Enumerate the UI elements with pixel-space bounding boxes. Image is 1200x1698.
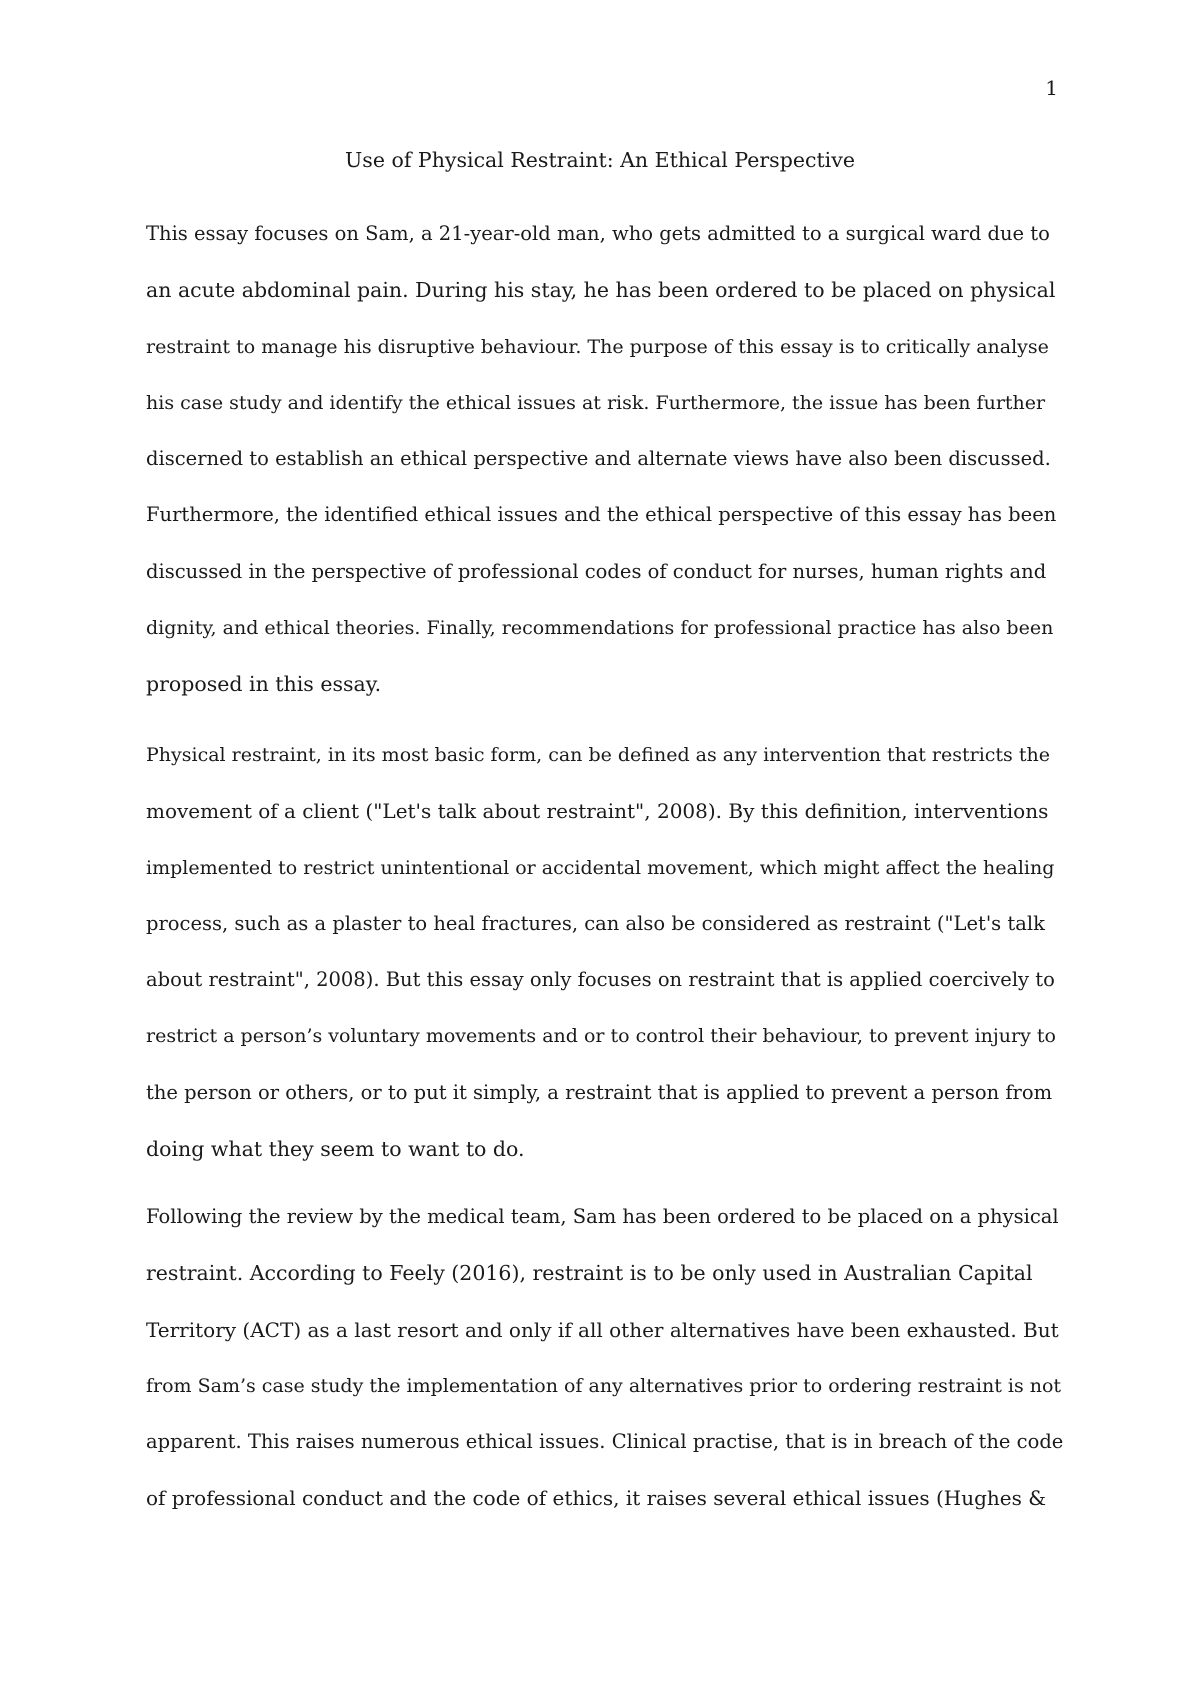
text-line: Following the review by the medical team, Sam has been ordered to be placed on a physical [146,1205,1059,1228]
paragraph-case-review [146,1203,1066,1541]
text-line: discussed in the perspective of professional codes of conduct for nurses, human rights and [146,559,1047,583]
paragraph-introduction [146,220,1066,727]
text-line: restraint to manage his disruptive behaviour. The purpose of this essay is to critically analyse [146,335,1049,358]
text-line: from Sam’s case study the implementation of any alternatives prior to ordering restraint is not [146,1374,1062,1397]
text-line: apparent. This raises numerous ethical issues. Clinical practise, that is in breach of the code [146,1430,1064,1454]
text-line: proposed in this essay. [146,672,382,697]
text-line: dignity, and ethical theories. Finally, recommendations for professional practice has also been [146,617,1054,640]
text-line: doing what they seem to want to do. [146,1137,525,1162]
text-line: Physical restraint, in its most basic form, can be defined as any intervention that restricts the [146,744,1050,766]
text-line: the person or others, or to put it simply, a restraint that is applied to prevent a person from [146,1080,1053,1104]
text-line: about restraint", 2008). But this essay only focuses on restraint that is applied coercively to [146,968,1055,992]
text-line: implemented to restrict unintentional or accidental movement, which might affect the healing [146,856,1055,879]
text-line: Furthermore, the identified ethical issues and the ethical perspective of this essay has been [146,503,1057,527]
text-line: movement of a client ("Let's talk about restraint", 2008). By this definition, interventions [146,799,1049,824]
text-line: This essay focuses on Sam, a 21-year-old man, who gets admitted to a surgical ward due to [146,222,1050,245]
text-line: Territory (ACT) as a last resort and only if all other alternatives have been exhausted. But [146,1317,1059,1342]
text-line: an acute abdominal pain. During his stay, he has been ordered to be placed on physical [146,278,1056,303]
document-title: Use of Physical Restraint: An Ethical Perspective [345,148,855,172]
paragraph-definition [146,741,1066,1191]
text-line: of professional conduct and the code of ethics, it raises several ethical issues (Hughes & [146,1486,1047,1511]
text-line: process, such as a plaster to heal fractures, can also be considered as restraint ("Let's talk [146,911,1045,935]
text-line: his case study and identify the ethical issues at risk. Furthermore, the issue has been further [146,391,1046,414]
text-line: restraint. According to Feely (2016), restraint is to be only used in Australian Capital [146,1261,1033,1286]
text-line: discerned to establish an ethical perspective and alternate views have also been discussed. [146,447,1051,471]
text-line: restrict a person’s voluntary movements and or to control their behaviour, to prevent injury to [146,1025,1056,1048]
page-number: 1 [1045,76,1058,100]
